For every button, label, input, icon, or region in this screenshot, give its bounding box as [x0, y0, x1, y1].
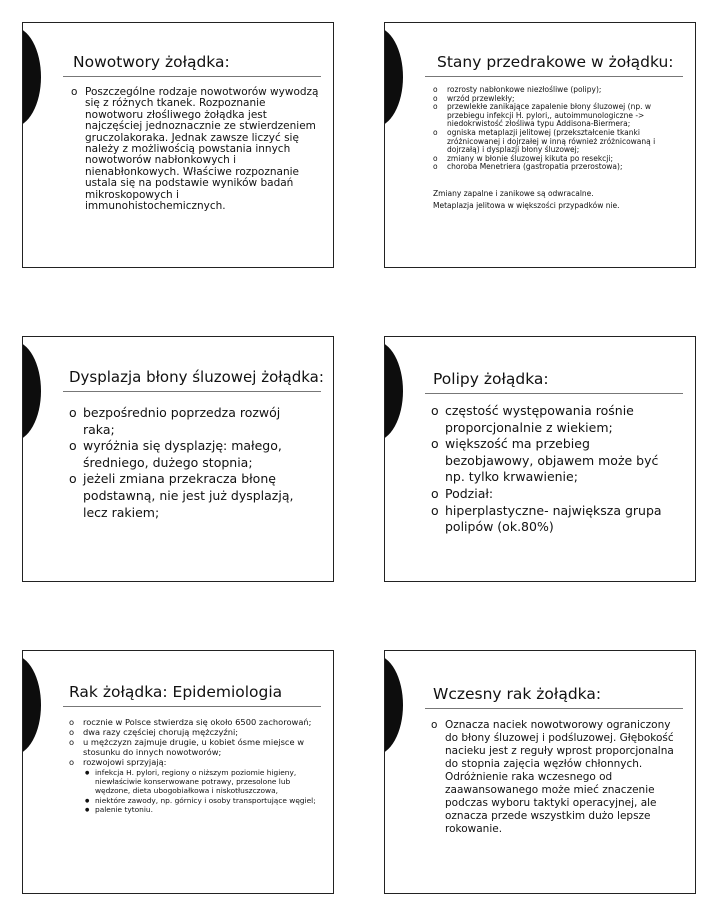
bullet-list — [433, 86, 683, 172]
slide-dysplazja — [22, 336, 334, 582]
sub-bullet-item: ● niektóre zawody, np. górnicy i osoby transportujące węgiel; — [83, 796, 319, 805]
bullet-item: o przewlekłe zanikające zapalenie błony śluzowej (np. w przebiegu infekcji H. pylori,, autoimmunologiczne -> niedokrwistość złośliwa typu Addisona-Biermera; — [433, 103, 683, 129]
bullet-item: o Poszczególne rodzaje nowotworów wywodzą się z różnych tkanek. Rozpoznanie nowotworu złośliwego żołądka jest najczęściej jednoznacznie ze stwierdzeniem gruczolakoraka. Jednak zawsze liczyć się należy z możliwością powstania innych nowotworów nabłonkowych i nienabłonkowych. Właściwe rozpoznanie ustala się na podstawie wyników badań mikroskopowych i immunohistochemicznych. — [71, 87, 319, 212]
slide-polipy — [384, 336, 696, 582]
bullet-list — [431, 719, 675, 836]
slide-decoration — [384, 655, 403, 755]
slide-title: Stany przedrakowe w żołądku: — [437, 53, 674, 71]
bullet-item: o Oznacza naciek nowotworowy ograniczony do błony śluzowej i podśluzowej. Głębokość nacieku jest z reguły wprost proporcjonalna do stopnia zajęcia węzłów chłonnych. Odróżnienie raka wczesnego od zaawansowanego może mieć znaczenie podczas wyboru taktyki operacyjnej, ale oznacza przede wszystkim dużo lepsze rokowanie. — [431, 719, 675, 836]
bullet-item: o wrzód przewlekły; — [433, 95, 683, 104]
sub-bullet-item: ● palenie tytoniu. — [83, 805, 319, 814]
slide-decoration — [384, 27, 403, 127]
bullet-item — [69, 757, 319, 814]
bullet-item: o choroba Menetriera (gastropatia przerostowa); — [433, 163, 683, 172]
title-rule — [63, 391, 321, 392]
bullet-item: o Podział: — [431, 486, 671, 503]
bullet-item: o hiperplastyczne- największa grupa polipów (ok.80%) — [431, 503, 671, 536]
slide-title: Dysplazja błony śluzowej żołądka: — [69, 368, 324, 386]
bullet-list — [69, 717, 319, 815]
bullet-item: o jeżeli zmiana przekracza błonę podstawną, nie jest już dysplazją, lecz rakiem; — [69, 471, 299, 521]
title-rule — [63, 76, 321, 77]
bullet-item: o większość ma przebieg bezobjawowy, objawem może być np. tylko krwawienie; — [431, 436, 671, 486]
slide-decoration — [22, 27, 41, 127]
slide-decoration — [22, 655, 41, 755]
bullet-item: o ogniska metaplazji jelitowej (przekształcenie tkanki zróżnicowanej i dojrzałej w inną również zróżnicowaną i dojrzałą) i dysplazji błony śluzowej; — [433, 129, 683, 155]
bullet-item: o rozrosty nabłonkowe niezłośliwe (polipy); — [433, 86, 683, 95]
title-rule — [425, 393, 683, 394]
bullet-list — [69, 405, 299, 521]
bullet-item: o u mężczyzn zajmuje drugie, u kobiet ósme miejsce w stosunku do innych nowotworów; — [69, 737, 319, 757]
slide-title: Wczesny rak żołądka: — [433, 685, 602, 703]
slide-rak-epidemiologia — [22, 650, 334, 894]
slide-note: Zmiany zapalne i zanikowe są odwracalne. — [433, 189, 594, 198]
slide-decoration — [384, 341, 403, 441]
slide-title: Nowotwory żołądka: — [73, 53, 230, 71]
bullet-list — [431, 403, 671, 536]
bullet-item: o rocznie w Polsce stwierdza się około 6500 zachorowań; — [69, 717, 319, 727]
bullet-item: o bezpośrednio poprzedza rozwój raka; — [69, 405, 299, 438]
title-rule — [425, 708, 683, 709]
bullet-text: rozwojowi sprzyjają: — [83, 757, 167, 767]
bullet-item: o częstość występowania rośnie proporcjonalnie z wiekiem; — [431, 403, 671, 436]
slide-note: Metaplazja jelitowa w większości przypadków nie. — [433, 201, 620, 210]
bullet-item: o dwa razy częściej chorują mężczyźni; — [69, 727, 319, 737]
slide-title: Rak żołądka: Epidemiologia — [69, 683, 283, 701]
slide-decoration — [22, 341, 41, 441]
slide-stany-przedrakowe — [384, 22, 696, 268]
bullet-item: o zmiany w błonie śluzowej kikuta po resekcji; — [433, 155, 683, 164]
slide-nowotwory — [22, 22, 334, 268]
bullet-item: o wyróżnia się dysplazję: małego, średniego, dużego stopnia; — [69, 438, 299, 471]
sub-bullet-list — [83, 768, 319, 814]
bullet-list — [71, 87, 319, 212]
title-rule — [63, 706, 321, 707]
sub-bullet-item: ● infekcja H. pylori, regiony o niższym poziomie higieny, niewłaściwie konserwowane potrawy, przesolone lub wędzone, dieta ubogobiałkowa i niskotłuszczowa, — [83, 768, 319, 796]
slide-wczesny-rak — [384, 650, 696, 894]
title-rule — [425, 76, 683, 77]
slide-title: Polipy żołądka: — [433, 370, 549, 388]
